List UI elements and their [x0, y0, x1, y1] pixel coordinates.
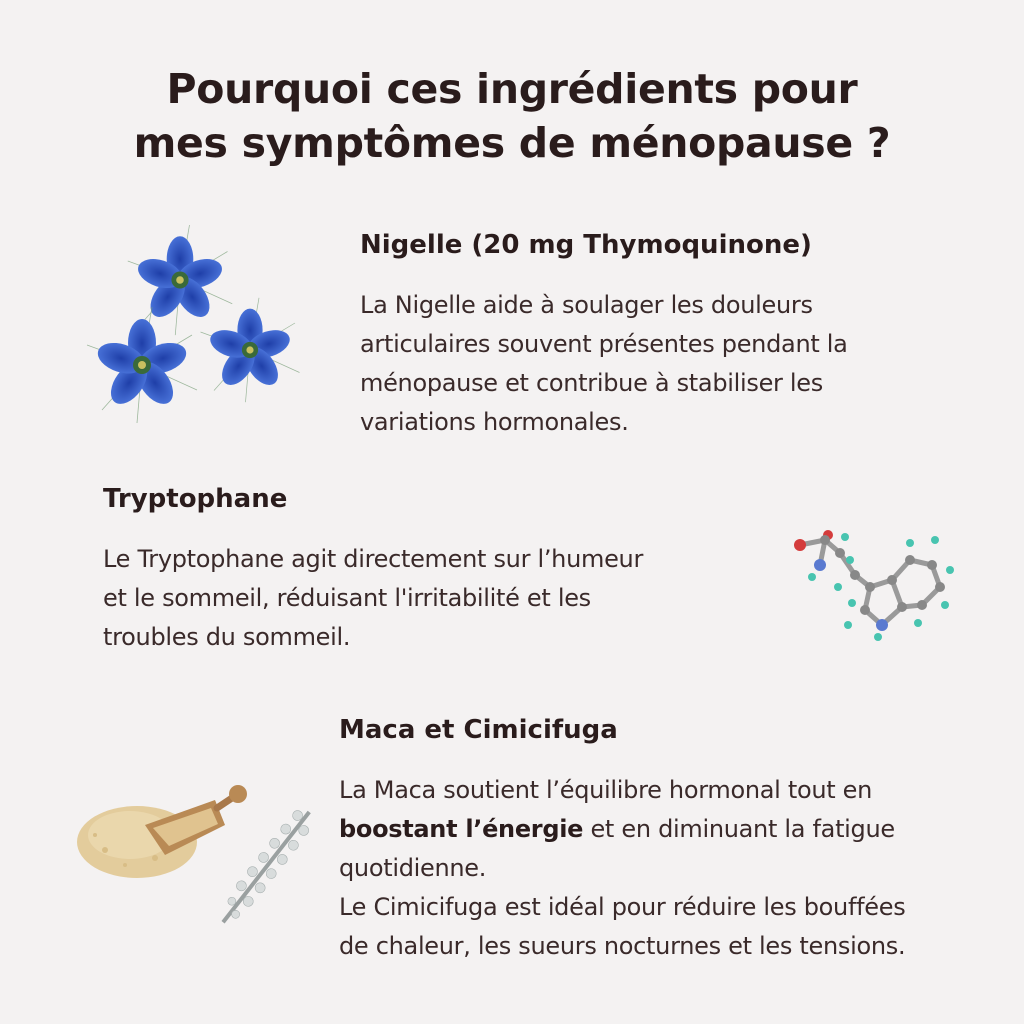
page-title: [0, 62, 1024, 170]
section-text-maca-cimicifuga: La Maca soutient l’équilibre hormonal tout en boostant l’énergie et en diminuant la fatigue quotidienne. Le Cimicifuga est idéal pour réduire les bouffées de chaleur, les sueurs nocturnes et les tensions.: [339, 776, 906, 960]
section-heading-tryptophane: Tryptophane: [103, 484, 288, 514]
molecule-icon: [790, 525, 960, 645]
section-text-tryptophane: Le Tryptophane agit directement sur l’humeur et le sommeil, réduisant l'irritabilité et les troubles du sommeil.: [103, 545, 644, 651]
section-heading-maca-cimicifuga: Maca et Cimicifuga: [339, 715, 618, 745]
section-text-nigelle: La Nigelle aide à soulager les douleurs articulaires souvent présentes pendant la ménopause et contribue à stabiliser les variations hormonales.: [360, 291, 848, 436]
title-line-2: mes symptômes de ménopause ?: [133, 119, 891, 167]
title-line-1: Pourquoi ces ingrédients pour: [166, 65, 858, 113]
bold-phrase: boostant l’énergie: [339, 815, 584, 843]
nigella-flower-icon: [80, 225, 305, 440]
section-heading-nigelle: Nigelle (20 mg Thymoquinone): [360, 230, 812, 260]
maca-powder-and-cimicifuga-icon: [75, 780, 315, 940]
